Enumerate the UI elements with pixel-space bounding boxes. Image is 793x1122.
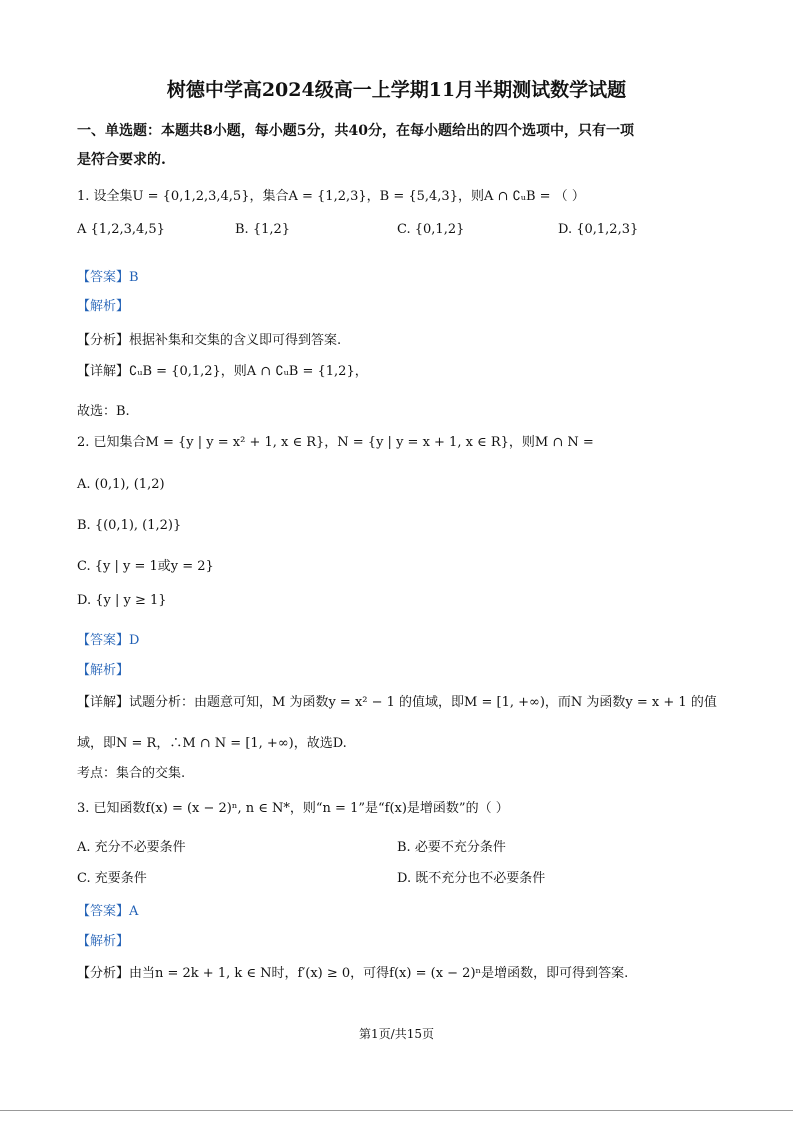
q3-answer: 【答案】A bbox=[77, 904, 139, 919]
q1-option-d: D. {0,1,2,3} bbox=[558, 222, 639, 237]
q1-fenxi: 【分析】根据补集和交集的含义即可得到答案. bbox=[77, 333, 342, 348]
q2-analysis-label: 【解析】 bbox=[77, 663, 130, 678]
q1-answer: 【答案】B bbox=[77, 270, 139, 285]
q2-kaodian: 考点：集合的交集. bbox=[77, 766, 186, 781]
page-bottom-divider bbox=[0, 1110, 793, 1111]
q2-detail-line1: 【详解】试题分析：由题意可知，M 为函数y = x² − 1 的值域，即M = [1, +∞)，而N 为函数y = x + 1 的值 bbox=[77, 695, 717, 710]
q2-option-c: C. {y | y = 1或y = 2} bbox=[77, 559, 214, 574]
q1-option-a: A {1,2,3,4,5} bbox=[77, 222, 165, 237]
page-title: 树德中学高2024级高一上学期11月半期测试数学试题 bbox=[166, 79, 627, 101]
q3-option-b: B. 必要不充分条件 bbox=[397, 840, 506, 855]
q3-option-d: D. 既不充分也不必要条件 bbox=[397, 871, 546, 886]
q1-choose: 故选：B. bbox=[77, 404, 130, 419]
q1-analysis-label: 【解析】 bbox=[77, 299, 130, 314]
q2-detail-line2: 域，即N = R，∴M ∩ N = [1, +∞)，故选D. bbox=[77, 736, 347, 751]
q1-option-c: C. {0,1,2} bbox=[397, 222, 465, 237]
q3-stem: 3. 已知函数f(x) = (x − 2)ⁿ, n ∈ N*，则“n = 1”是“f(x)是增函数”的（ ） bbox=[77, 801, 509, 816]
q1-stem: 1. 设全集U = {0,1,2,3,4,5}，集合A = {1,2,3}，B = {5,4,3}，则A ∩ ∁ᵤB = （ ） bbox=[77, 189, 585, 204]
q3-analysis-label: 【解析】 bbox=[77, 934, 130, 949]
q2-stem: 2. 已知集合M = {y | y = x² + 1, x ∈ R}，N = {y | y = x + 1, x ∈ R}，则M ∩ N = bbox=[77, 435, 594, 450]
q2-option-b: B. {(0,1), (1,2)} bbox=[77, 518, 182, 533]
q2-option-d: D. {y | y ≥ 1} bbox=[77, 593, 167, 608]
page-footer: 第1页/共15页 bbox=[359, 1027, 434, 1041]
section-heading-line1: 一、单选题：本题共8小题，每小题5分，共40分，在每小题给出的四个选项中，只有一项 bbox=[77, 123, 634, 139]
q3-fenxi: 【分析】由当n = 2k + 1, k ∈ N时，f′(x) ≥ 0，可得f(x) = (x − 2)ⁿ是增函数，即可得到答案. bbox=[77, 966, 629, 981]
q1-detail: 【详解】∁ᵤB = {0,1,2}，则A ∩ ∁ᵤB = {1,2}， bbox=[77, 364, 368, 379]
q2-answer: 【答案】D bbox=[77, 633, 140, 648]
q2-option-a: A. (0,1), (1,2) bbox=[77, 477, 165, 492]
q1-option-b: B. {1,2} bbox=[235, 222, 291, 237]
section-heading-line2: 是符合要求的. bbox=[77, 152, 166, 168]
q3-option-c: C. 充要条件 bbox=[77, 871, 147, 886]
q3-option-a: A. 充分不必要条件 bbox=[77, 840, 186, 855]
